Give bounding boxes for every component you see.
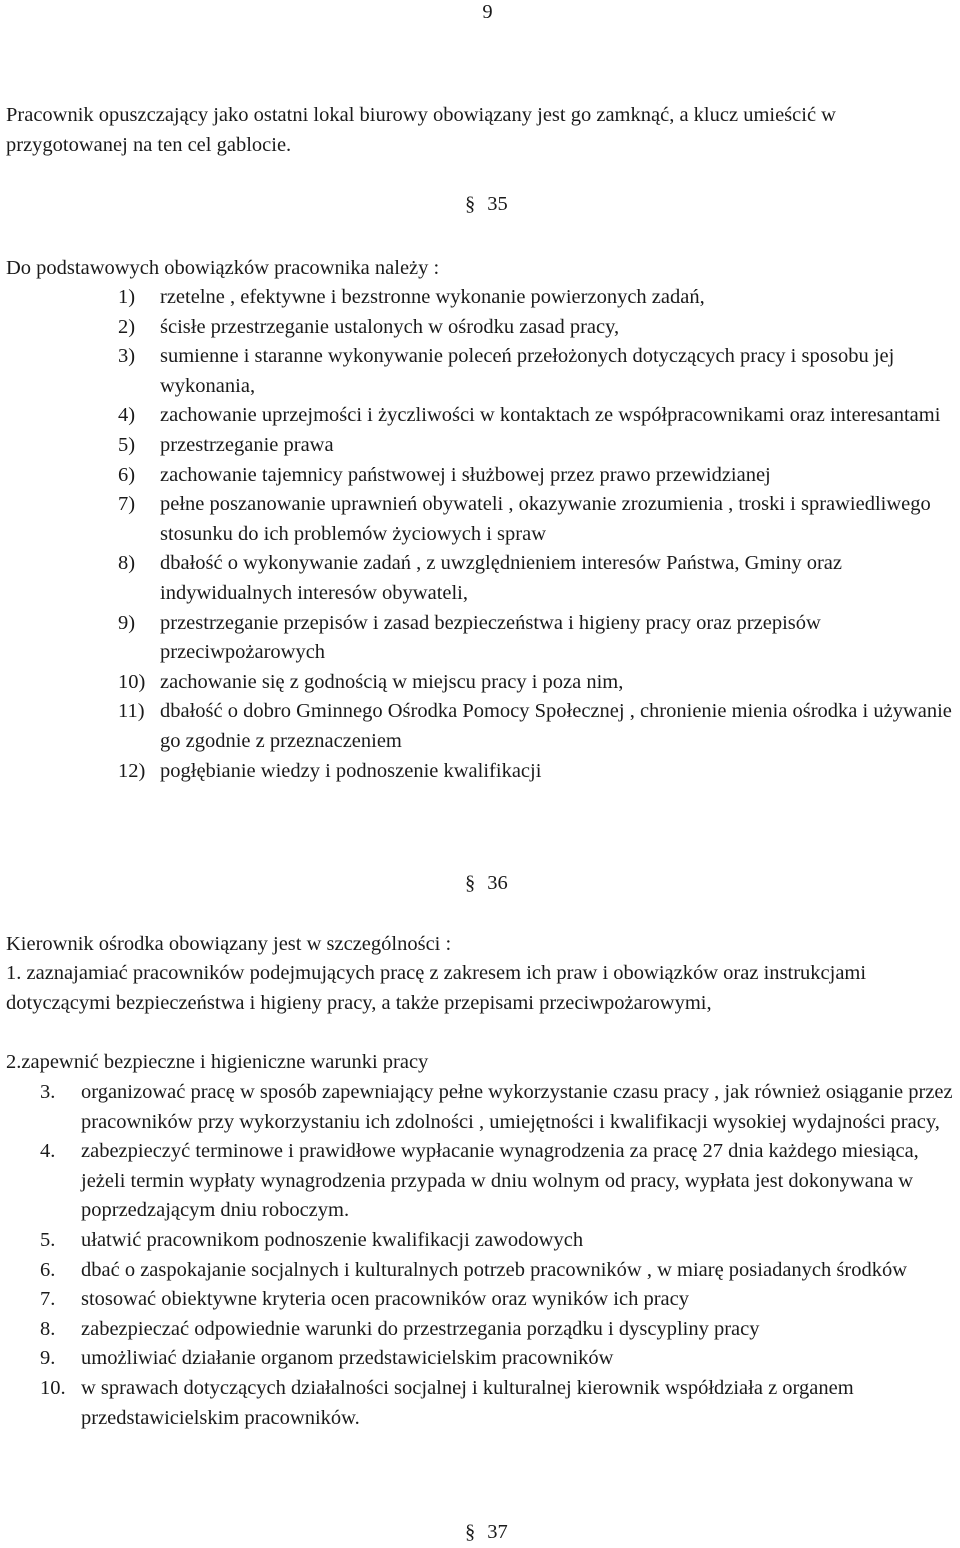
list-item-number: 5. xyxy=(40,1228,56,1251)
list-item-number: 6) xyxy=(118,463,136,486)
list-item-text: dbać o zaspokajanie socjalnych i kulturalnych potrzeb pracowników , w miarę posiadanych środków xyxy=(81,1258,908,1281)
intro-paragraph: Pracownik opuszczający jako ostatni lokal biurowy obowiązany jest go zamknąć, a klucz umieścić w przygotowanej na ten cel gablocie. xyxy=(6,104,836,156)
list-item-number: 6. xyxy=(40,1258,56,1281)
list-item xyxy=(118,401,960,431)
list-item xyxy=(40,1078,960,1137)
list-item-number: 9. xyxy=(40,1347,56,1370)
list-item xyxy=(40,1285,960,1315)
list-item-text: dbałość o wykonywanie zadań , z uwzględnieniem interesów Państwa, Gminy oraz indywidualnych interesów obywateli, xyxy=(160,552,842,604)
list-item-number: 8) xyxy=(118,552,136,575)
list-item-text: zachowanie tajemnicy państwowej i służbowej przez prawo przewidzianej xyxy=(160,463,771,486)
list-item-text: pełne poszanowanie uprawnień obywateli , okazywanie zrozumienia , troski i sprawiedliwego stosunku do ich problemów życiowych i spraw xyxy=(160,493,931,545)
list-item-number: 11) xyxy=(118,700,145,723)
list-item-number: 3. xyxy=(40,1081,56,1103)
list-item-text: zachowanie uprzejmości i życzliwości w kontaktach ze współpracownikami oraz interesantami xyxy=(160,404,941,427)
list-item xyxy=(40,1256,960,1286)
list-item-number: 7. xyxy=(40,1288,56,1311)
list-item-number: 10. xyxy=(40,1376,66,1399)
list-item-number: 1) xyxy=(118,286,136,308)
list-item-text: pogłębianie wiedzy i podnoszenie kwalifikacji xyxy=(160,759,542,782)
list-item-text: dbałość o dobro Gminnego Ośrodka Pomocy Społecznej , chronienie mienia ośrodka i używanie go zgodnie z przeznaczeniem xyxy=(160,700,952,752)
list-item xyxy=(40,1315,960,1345)
list-item-number: 4. xyxy=(40,1140,56,1163)
section-36-item-2: 2.zapewnić bezpieczne i higieniczne warunki pracy xyxy=(6,1051,429,1073)
section-symbol: § xyxy=(465,1521,476,1543)
list-item-text: w sprawach dotyczących działalności socjalnej i kulturalnej kierownik współdziała z organem przedstawicielskim pracowników. xyxy=(81,1376,854,1429)
section-36-item-1: 1. zaznajamiać pracowników podejmujących pracę z zakresem ich praw i obowiązków oraz instrukcjami dotyczącymi bezpieczeństwa i higieny pracy, a także przepisami przeciwpożarowymi, xyxy=(6,962,867,1014)
section-number: 35 xyxy=(487,193,508,215)
list-item-number: 5) xyxy=(118,433,136,456)
section-35-lead: Do podstawowych obowiązków pracownika należy : xyxy=(6,257,440,279)
list-item xyxy=(40,1344,960,1374)
list-item xyxy=(40,1226,960,1256)
list-item-number: 8. xyxy=(40,1317,56,1340)
list-item xyxy=(40,1137,960,1226)
list-item xyxy=(118,461,960,491)
list-item-number: 2) xyxy=(118,315,136,338)
list-item-text: zabezpieczać odpowiednie warunki do przestrzegania porządku i dyscypliny pracy xyxy=(81,1317,760,1340)
section-heading-35 xyxy=(465,190,508,220)
section-symbol: § xyxy=(465,872,476,894)
list-item-number: 7) xyxy=(118,493,136,516)
list-item-number: 12) xyxy=(118,759,146,782)
list-item-text: przestrzeganie przepisów i zasad bezpieczeństwa i higieny pracy oraz przepisów przeciwpożarowych xyxy=(160,611,821,664)
list-item-text: zabezpieczyć terminowe i prawidłowe wypłacanie wynagrodzenia za pracę 27 dnia każdego miesiąca, jeżeli termin wypłaty wynagrodzenia przypada w dniu wolnym od pracy, wypłata jest dokonywana w poprzedzającym dniu roboczym. xyxy=(81,1140,919,1222)
list-item-text: sumienne i staranne wykonywanie poleceń przełożonych dotyczących pracy i sposobu jej wykonania, xyxy=(160,345,895,397)
list-item xyxy=(118,697,960,756)
list-item-text: ułatwić pracownikom podnoszenie kwalifikacji zawodowych xyxy=(81,1228,584,1251)
section-number: 36 xyxy=(487,872,508,894)
page-number: 9 xyxy=(482,1,493,23)
list-item-number: 4) xyxy=(118,404,136,427)
section-symbol: § xyxy=(465,193,476,215)
section-number: 37 xyxy=(487,1521,508,1543)
list-item xyxy=(40,1374,960,1433)
list-item-text: organizować pracę w sposób zapewniający pełne wykorzystanie czasu pracy , jak również osiąganie przez pracowników przy wykorzystaniu ich zdolności , umiejętności i kwalifikacji wysokiej wydajności pracy, xyxy=(81,1081,953,1133)
list-item-number: 3) xyxy=(118,345,136,368)
list-item xyxy=(118,609,960,668)
section-36-lead: Kierownik ośrodka obowiązany jest w szczególności : xyxy=(6,933,452,955)
list-item xyxy=(118,549,960,608)
list-item-text: przestrzeganie prawa xyxy=(160,433,334,456)
section-heading-37 xyxy=(465,1518,508,1548)
section-36-list xyxy=(40,1078,960,1433)
list-item-text: umożliwiać działanie organom przedstawicielskim pracowników xyxy=(81,1347,614,1370)
list-item xyxy=(118,431,960,461)
list-item-text: rzetelne , efektywne i bezstronne wykonanie powierzonych zadań, xyxy=(160,286,705,308)
list-item xyxy=(118,313,960,343)
list-item xyxy=(118,668,960,698)
list-item-text: ścisłe przestrzeganie ustalonych w ośrodku zasad pracy, xyxy=(160,315,620,338)
list-item xyxy=(118,342,960,401)
list-item-text: zachowanie się z godnością w miejscu pracy i poza nim, xyxy=(160,670,624,693)
list-item xyxy=(118,283,960,313)
section-35-list xyxy=(118,283,960,786)
list-item xyxy=(118,490,960,549)
section-heading-36 xyxy=(465,869,508,899)
list-item-number: 10) xyxy=(118,670,146,693)
list-item xyxy=(118,757,960,787)
list-item-text: stosować obiektywne kryteria ocen pracowników oraz wyników ich pracy xyxy=(81,1288,689,1311)
list-item-number: 9) xyxy=(118,611,136,634)
